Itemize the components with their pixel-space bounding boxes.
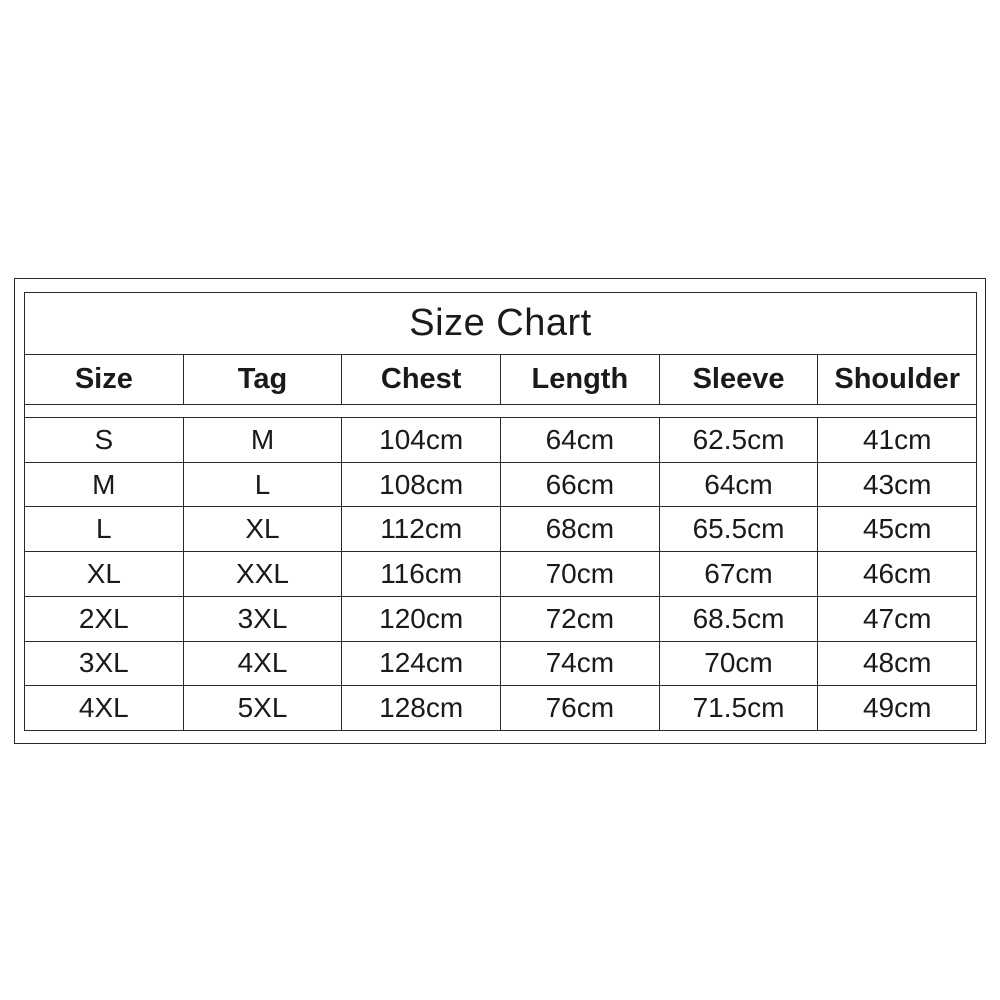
header-divider xyxy=(25,404,976,418)
table-row xyxy=(25,642,976,687)
cell-shoulder: 46cm xyxy=(862,558,932,590)
cell-sleeve: 67cm xyxy=(660,552,819,596)
cell-tag: L xyxy=(184,463,343,507)
table-row xyxy=(25,597,976,642)
cell-size: M xyxy=(25,463,184,507)
cell-tag: M xyxy=(184,418,343,462)
table-row xyxy=(25,552,976,597)
cell-length: 68cm xyxy=(501,507,660,551)
cell-sleeve: 70cm xyxy=(660,642,819,686)
cell-size: 2XL xyxy=(25,597,184,641)
size-chart-title: Size Chart xyxy=(25,293,976,355)
cell-length: 70cm xyxy=(501,552,660,596)
header-size: Size xyxy=(25,355,184,404)
cell-shoulder: 48cm xyxy=(862,647,932,679)
table-row xyxy=(25,463,976,508)
cell-size: L xyxy=(25,507,184,551)
cell-length: 72cm xyxy=(501,597,660,641)
cell-shoulder: 43cm xyxy=(862,468,932,500)
cell-length: 74cm xyxy=(501,642,660,686)
cell-shoulder: 47cm xyxy=(862,602,932,634)
header-shoulder: Shoulder xyxy=(834,363,961,395)
cell-shoulder: 41cm xyxy=(862,423,932,455)
cell-sleeve: 71.5cm xyxy=(660,686,819,730)
cell-sleeve: 68.5cm xyxy=(660,597,819,641)
cell-tag: 3XL xyxy=(184,597,343,641)
table-row xyxy=(25,418,976,463)
cell-sleeve: 64cm xyxy=(660,463,819,507)
cell-tag: 5XL xyxy=(184,686,343,730)
cell-size: S xyxy=(25,418,184,462)
header-length: Length xyxy=(501,355,660,404)
cell-shoulder: 49cm xyxy=(862,692,932,724)
cell-chest: 120cm xyxy=(342,597,501,641)
cell-tag: XXL xyxy=(184,552,343,596)
cell-length: 64cm xyxy=(501,418,660,462)
table-row xyxy=(25,686,976,730)
size-chart-table xyxy=(24,292,977,731)
cell-chest: 108cm xyxy=(342,463,501,507)
cell-tag: XL xyxy=(184,507,343,551)
cell-chest: 128cm xyxy=(342,686,501,730)
cell-size: 3XL xyxy=(25,642,184,686)
cell-chest: 116cm xyxy=(342,552,501,596)
header-sleeve: Sleeve xyxy=(660,355,819,404)
cell-length: 76cm xyxy=(501,686,660,730)
header-chest: Chest xyxy=(342,355,501,404)
cell-chest: 112cm xyxy=(342,507,501,551)
cell-chest: 104cm xyxy=(342,418,501,462)
header-tag: Tag xyxy=(184,355,343,404)
cell-size: XL xyxy=(25,552,184,596)
cell-size: 4XL xyxy=(25,686,184,730)
table-body xyxy=(25,418,976,730)
cell-tag: 4XL xyxy=(184,642,343,686)
cell-length: 66cm xyxy=(501,463,660,507)
cell-shoulder: 45cm xyxy=(862,513,932,545)
cell-chest: 124cm xyxy=(342,642,501,686)
cell-sleeve: 65.5cm xyxy=(660,507,819,551)
cell-sleeve: 62.5cm xyxy=(660,418,819,462)
table-row xyxy=(25,507,976,552)
table-header-row xyxy=(25,355,976,404)
